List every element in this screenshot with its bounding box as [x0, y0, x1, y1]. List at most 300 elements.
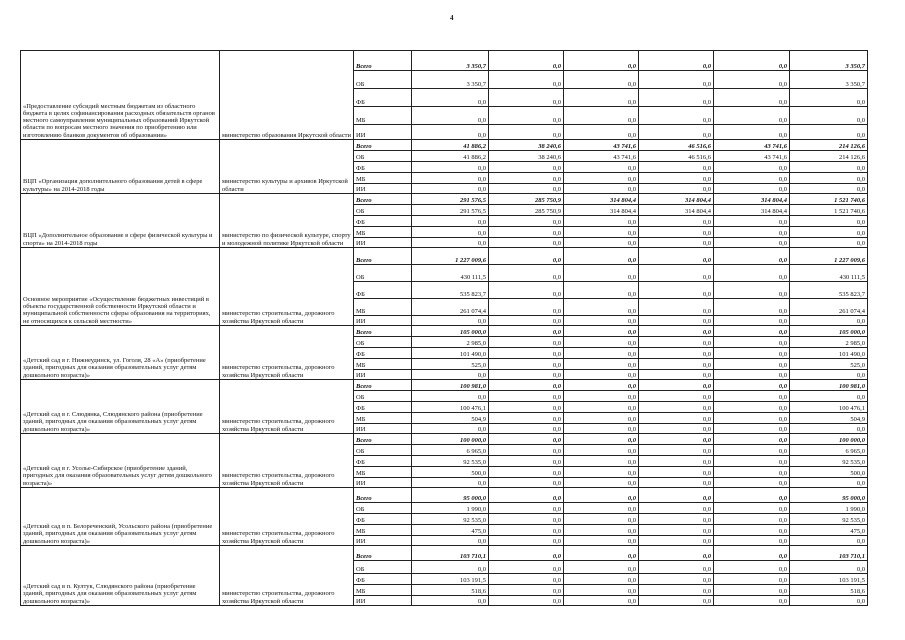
funding-source-cell: Всего [354, 248, 412, 265]
year-amount-cell: 0,0 [564, 596, 639, 606]
year-amount-cell: 0,0 [489, 391, 564, 402]
year-amount-cell: 0,0 [564, 162, 639, 173]
total-amount-cell: 214 126,6 [790, 140, 868, 151]
funding-source-cell: ФБ [354, 514, 412, 525]
table-row [21, 380, 868, 391]
year-amount-cell: 0,0 [412, 89, 489, 107]
year-amount-cell: 0,0 [639, 546, 714, 561]
year-amount-cell: 0,0 [639, 216, 714, 227]
funding-source-cell: ФБ [354, 89, 412, 107]
year-amount-cell: 0,0 [639, 574, 714, 585]
funding-source-cell: ОБ [354, 445, 412, 456]
year-amount-cell: 0,0 [639, 125, 714, 140]
year-amount-cell: 0,0 [639, 248, 714, 265]
year-amount-cell: 0,0 [639, 434, 714, 445]
funding-source-cell: ОБ [354, 151, 412, 162]
year-amount-cell: 0,0 [639, 456, 714, 467]
total-amount-cell: 0,0 [790, 89, 868, 107]
total-amount-cell: 92 535,0 [790, 456, 868, 467]
year-amount-cell: 0,0 [639, 184, 714, 194]
year-amount-cell: 0,0 [639, 173, 714, 184]
year-amount-cell: 0,0 [714, 299, 790, 316]
year-amount-cell: 314 804,4 [564, 194, 639, 205]
table-row [21, 248, 868, 265]
table-row [21, 488, 868, 503]
year-amount-cell: 0,0 [714, 359, 790, 370]
year-amount-cell: 0,0 [639, 561, 714, 574]
year-amount-cell: 0,0 [564, 173, 639, 184]
year-amount-cell: 0,0 [639, 585, 714, 596]
year-amount-cell: 0,0 [489, 536, 564, 546]
funding-source-cell: ИИ [354, 316, 412, 326]
year-amount-cell: 0,0 [489, 488, 564, 503]
year-amount-cell: 43 741,6 [714, 151, 790, 162]
year-amount-cell: 0,0 [489, 265, 564, 282]
year-amount-cell: 0,0 [489, 514, 564, 525]
year-amount-cell: 0,0 [489, 380, 564, 391]
executor-cell: министерство строительства, дорожного хозяйства Иркутской области [220, 434, 354, 488]
year-amount-cell: 0,0 [714, 561, 790, 574]
year-amount-cell: 103 710,1 [412, 546, 489, 561]
year-amount-cell: 0,0 [564, 348, 639, 359]
year-amount-cell: 0,0 [639, 326, 714, 337]
funding-source-cell: ОБ [354, 71, 412, 89]
year-amount-cell: 0,0 [564, 445, 639, 456]
table-row [21, 326, 868, 337]
year-amount-cell: 0,0 [714, 514, 790, 525]
year-amount-cell: 291 576,5 [412, 194, 489, 205]
year-amount-cell: 314 804,4 [714, 205, 790, 216]
year-amount-cell: 0,0 [564, 326, 639, 337]
funding-source-cell: МБ [354, 173, 412, 184]
total-amount-cell: 0,0 [790, 173, 868, 184]
year-amount-cell: 0,0 [564, 216, 639, 227]
year-amount-cell: 0,0 [564, 125, 639, 140]
total-amount-cell: 475,0 [790, 525, 868, 536]
year-amount-cell: 0,0 [412, 162, 489, 173]
total-amount-cell: 535 823,7 [790, 282, 868, 299]
year-amount-cell: 1 227 009,6 [412, 248, 489, 265]
total-amount-cell: 214 126,6 [790, 151, 868, 162]
executor-cell: министерство культуры и архивов Иркутской области [220, 140, 354, 194]
year-amount-cell: 3 350,7 [412, 51, 489, 71]
year-amount-cell: 0,0 [564, 265, 639, 282]
year-amount-cell: 0,0 [564, 380, 639, 391]
year-amount-cell: 504,9 [412, 413, 489, 424]
funding-source-cell: МБ [354, 359, 412, 370]
year-amount-cell: 0,0 [714, 51, 790, 71]
year-amount-cell: 0,0 [412, 125, 489, 140]
year-amount-cell: 3 350,7 [412, 71, 489, 89]
year-amount-cell: 0,0 [564, 359, 639, 370]
year-amount-cell: 0,0 [489, 227, 564, 238]
year-amount-cell: 0,0 [489, 125, 564, 140]
year-amount-cell: 0,0 [412, 316, 489, 326]
total-amount-cell: 0,0 [790, 536, 868, 546]
year-amount-cell: 0,0 [412, 536, 489, 546]
total-amount-cell: 1 990,0 [790, 503, 868, 514]
total-amount-cell: 100 476,1 [790, 402, 868, 413]
funding-source-cell: ИИ [354, 536, 412, 546]
year-amount-cell: 0,0 [639, 265, 714, 282]
year-amount-cell: 46 516,6 [639, 140, 714, 151]
total-amount-cell: 0,0 [790, 424, 868, 434]
year-amount-cell: 0,0 [489, 216, 564, 227]
year-amount-cell: 0,0 [564, 434, 639, 445]
year-amount-cell: 314 804,4 [564, 205, 639, 216]
year-amount-cell: 0,0 [714, 488, 790, 503]
activity-name-cell: ВЦП «Дополнительное образование в сфере физической культуры и спорта» на 2014-2018 годы [21, 194, 220, 248]
year-amount-cell: 0,0 [489, 574, 564, 585]
year-amount-cell: 0,0 [639, 503, 714, 514]
year-amount-cell: 0,0 [714, 316, 790, 326]
funding-source-cell: ИИ [354, 238, 412, 248]
funding-source-cell: ИИ [354, 478, 412, 488]
total-amount-cell: 100 000,0 [790, 434, 868, 445]
year-amount-cell: 0,0 [639, 370, 714, 380]
year-amount-cell: 0,0 [639, 107, 714, 125]
year-amount-cell: 0,0 [564, 574, 639, 585]
year-amount-cell: 0,0 [489, 434, 564, 445]
total-amount-cell: 1 521 740,6 [790, 194, 868, 205]
year-amount-cell: 0,0 [639, 337, 714, 348]
total-amount-cell: 3 350,7 [790, 51, 868, 71]
year-amount-cell: 0,0 [564, 503, 639, 514]
year-amount-cell: 0,0 [489, 503, 564, 514]
year-amount-cell: 0,0 [489, 456, 564, 467]
year-amount-cell: 0,0 [489, 282, 564, 299]
total-amount-cell: 101 490,0 [790, 348, 868, 359]
funding-source-cell: ФБ [354, 348, 412, 359]
activity-name-cell: «Детский сад в г. Слюдянка, Слюдянского района (приобретение зданий, пригодных для оказания образовательных услуг детям дошкольного возраста)» [21, 380, 220, 434]
year-amount-cell: 0,0 [639, 445, 714, 456]
year-amount-cell: 0,0 [714, 173, 790, 184]
executor-cell: министерство строительства, дорожного хозяйства Иркутской области [220, 380, 354, 434]
funding-source-cell: Всего [354, 546, 412, 561]
year-amount-cell: 0,0 [714, 348, 790, 359]
year-amount-cell: 0,0 [564, 51, 639, 71]
total-amount-cell: 0,0 [790, 238, 868, 248]
year-amount-cell: 0,0 [489, 561, 564, 574]
year-amount-cell: 0,0 [489, 248, 564, 265]
year-amount-cell: 0,0 [639, 536, 714, 546]
funding-source-cell: МБ [354, 413, 412, 424]
year-amount-cell: 0,0 [564, 337, 639, 348]
year-amount-cell: 0,0 [714, 125, 790, 140]
year-amount-cell: 0,0 [412, 184, 489, 194]
year-amount-cell: 0,0 [489, 413, 564, 424]
year-amount-cell: 0,0 [564, 514, 639, 525]
year-amount-cell: 0,0 [714, 445, 790, 456]
year-amount-cell: 0,0 [639, 359, 714, 370]
funding-source-cell: Всего [354, 140, 412, 151]
year-amount-cell: 0,0 [412, 216, 489, 227]
funding-source-cell: ИИ [354, 370, 412, 380]
funding-source-cell: Всего [354, 51, 412, 71]
year-amount-cell: 0,0 [564, 391, 639, 402]
funding-source-cell: МБ [354, 299, 412, 316]
total-amount-cell: 0,0 [790, 125, 868, 140]
year-amount-cell: 0,0 [489, 596, 564, 606]
funding-source-cell: МБ [354, 585, 412, 596]
year-amount-cell: 0,0 [714, 413, 790, 424]
year-amount-cell: 41 886,2 [412, 140, 489, 151]
total-amount-cell: 504,9 [790, 413, 868, 424]
year-amount-cell: 0,0 [564, 478, 639, 488]
activity-name-cell: ВЦП «Организация дополнительного образования детей в сфере культуры» на 2014-2018 годы [21, 140, 220, 194]
year-amount-cell: 0,0 [639, 89, 714, 107]
year-amount-cell: 0,0 [489, 585, 564, 596]
funding-source-cell: МБ [354, 107, 412, 125]
year-amount-cell: 0,0 [564, 413, 639, 424]
executor-cell: министерство строительства, дорожного хозяйства Иркутской области [220, 326, 354, 380]
year-amount-cell: 0,0 [714, 265, 790, 282]
total-amount-cell: 261 074,4 [790, 299, 868, 316]
year-amount-cell: 0,0 [564, 89, 639, 107]
year-amount-cell: 0,0 [639, 299, 714, 316]
table-row [21, 434, 868, 445]
year-amount-cell: 46 516,6 [639, 151, 714, 162]
year-amount-cell: 0,0 [639, 402, 714, 413]
funding-source-cell: ФБ [354, 282, 412, 299]
year-amount-cell: 0,0 [714, 380, 790, 391]
year-amount-cell: 261 074,4 [412, 299, 489, 316]
year-amount-cell: 0,0 [412, 596, 489, 606]
year-amount-cell: 0,0 [714, 478, 790, 488]
year-amount-cell: 0,0 [489, 546, 564, 561]
total-amount-cell: 100 981,0 [790, 380, 868, 391]
total-amount-cell: 0,0 [790, 216, 868, 227]
activity-name-cell: «Детский сад в п. Култук, Слюдянского района (приобретение зданий, пригодных для оказания образовательных услуг детям дошкольного возраста)» [21, 546, 220, 606]
executor-cell: министерство образования Иркутской области [220, 51, 354, 140]
year-amount-cell: 0,0 [714, 326, 790, 337]
funding-source-cell: ИИ [354, 125, 412, 140]
year-amount-cell: 0,0 [564, 424, 639, 434]
year-amount-cell: 0,0 [489, 89, 564, 107]
table-row [21, 194, 868, 205]
year-amount-cell: 0,0 [714, 424, 790, 434]
year-amount-cell: 0,0 [714, 434, 790, 445]
year-amount-cell: 0,0 [412, 561, 489, 574]
year-amount-cell: 0,0 [639, 238, 714, 248]
year-amount-cell: 430 111,5 [412, 265, 489, 282]
year-amount-cell: 0,0 [564, 107, 639, 125]
year-amount-cell: 0,0 [714, 370, 790, 380]
year-amount-cell: 0,0 [714, 402, 790, 413]
table-body [21, 51, 868, 606]
total-amount-cell: 0,0 [790, 596, 868, 606]
year-amount-cell: 0,0 [714, 525, 790, 536]
total-amount-cell: 0,0 [790, 478, 868, 488]
year-amount-cell: 0,0 [489, 299, 564, 316]
year-amount-cell: 0,0 [639, 467, 714, 478]
year-amount-cell: 500,0 [412, 467, 489, 478]
year-amount-cell: 0,0 [714, 391, 790, 402]
funding-source-cell: ОБ [354, 265, 412, 282]
year-amount-cell: 0,0 [489, 424, 564, 434]
year-amount-cell: 0,0 [564, 488, 639, 503]
total-amount-cell: 500,0 [790, 467, 868, 478]
year-amount-cell: 0,0 [564, 402, 639, 413]
total-amount-cell: 0,0 [790, 107, 868, 125]
year-amount-cell: 314 804,4 [639, 194, 714, 205]
funding-source-cell: ФБ [354, 402, 412, 413]
year-amount-cell: 0,0 [564, 184, 639, 194]
funding-source-cell: Всего [354, 326, 412, 337]
year-amount-cell: 0,0 [639, 514, 714, 525]
funding-source-cell: Всего [354, 194, 412, 205]
activity-name-cell: «Детский сад в п. Белореченский, Усольского района (приобретение зданий, пригодных для оказания образовательных услуг детям дошкольного возраста)» [21, 488, 220, 546]
year-amount-cell: 105 000,0 [412, 326, 489, 337]
year-amount-cell: 475,0 [412, 525, 489, 536]
year-amount-cell: 0,0 [564, 561, 639, 574]
year-amount-cell: 0,0 [639, 71, 714, 89]
year-amount-cell: 0,0 [412, 173, 489, 184]
funding-source-cell: Всего [354, 434, 412, 445]
year-amount-cell: 0,0 [489, 316, 564, 326]
year-amount-cell: 2 985,0 [412, 337, 489, 348]
funding-source-cell: Всего [354, 488, 412, 503]
year-amount-cell: 0,0 [489, 107, 564, 125]
total-amount-cell: 518,6 [790, 585, 868, 596]
year-amount-cell: 0,0 [639, 488, 714, 503]
year-amount-cell: 0,0 [714, 238, 790, 248]
funding-source-cell: МБ [354, 227, 412, 238]
funding-source-cell: МБ [354, 525, 412, 536]
total-amount-cell: 1 521 740,6 [790, 205, 868, 216]
activity-name-cell: «Предоставление субсидий местным бюджетам из областного бюджета в целях софинансирования расходных обязательств органов местного самоуправления муниципальных образований Иркутской области по вопросам местного значения по приобретению или изготовлению бланков документов об образовании» [21, 51, 220, 140]
total-amount-cell: 95 000,0 [790, 488, 868, 503]
year-amount-cell: 0,0 [714, 596, 790, 606]
table-row [21, 546, 868, 561]
year-amount-cell: 0,0 [639, 51, 714, 71]
year-amount-cell: 0,0 [714, 89, 790, 107]
year-amount-cell: 0,0 [564, 370, 639, 380]
year-amount-cell: 0,0 [489, 402, 564, 413]
year-amount-cell: 0,0 [412, 478, 489, 488]
page-number: 4 [450, 14, 454, 22]
year-amount-cell: 0,0 [714, 248, 790, 265]
funding-source-cell: ОБ [354, 503, 412, 514]
year-amount-cell: 0,0 [714, 107, 790, 125]
year-amount-cell: 100 981,0 [412, 380, 489, 391]
funding-source-cell: ИИ [354, 596, 412, 606]
year-amount-cell: 0,0 [714, 467, 790, 478]
year-amount-cell: 0,0 [714, 216, 790, 227]
funding-source-cell: ФБ [354, 574, 412, 585]
year-amount-cell: 0,0 [564, 282, 639, 299]
year-amount-cell: 0,0 [489, 326, 564, 337]
year-amount-cell: 0,0 [639, 525, 714, 536]
year-amount-cell: 0,0 [639, 391, 714, 402]
year-amount-cell: 0,0 [489, 359, 564, 370]
year-amount-cell: 0,0 [714, 184, 790, 194]
year-amount-cell: 0,0 [639, 162, 714, 173]
total-amount-cell: 0,0 [790, 391, 868, 402]
year-amount-cell: 103 191,5 [412, 574, 489, 585]
year-amount-cell: 0,0 [489, 184, 564, 194]
year-amount-cell: 0,0 [639, 316, 714, 326]
funding-source-cell: МБ [354, 467, 412, 478]
year-amount-cell: 0,0 [714, 536, 790, 546]
funding-source-cell: ОБ [354, 561, 412, 574]
total-amount-cell: 105 000,0 [790, 326, 868, 337]
year-amount-cell: 285 750,9 [489, 194, 564, 205]
total-amount-cell: 103 710,1 [790, 546, 868, 561]
total-amount-cell: 525,0 [790, 359, 868, 370]
year-amount-cell: 43 741,6 [714, 140, 790, 151]
year-amount-cell: 0,0 [412, 391, 489, 402]
year-amount-cell: 0,0 [639, 380, 714, 391]
activity-name-cell: «Детский сад в г. Усолье-Сибирское (приобретение зданий, пригодных для оказания образовательных услуг детям дошкольного возраста)» [21, 434, 220, 488]
year-amount-cell: 285 750,9 [489, 205, 564, 216]
funding-source-cell: ИИ [354, 184, 412, 194]
activity-name-cell: Основное мероприятие «Осуществление бюджетных инвестиций в объекты государственной собственности Иркутской области и муниципальной собственности сферы образования на территориях, не относящихся к сельской местности» [21, 248, 220, 326]
funding-source-cell: ФБ [354, 216, 412, 227]
total-amount-cell: 0,0 [790, 184, 868, 194]
funding-source-cell: ОБ [354, 337, 412, 348]
table-row [21, 51, 868, 71]
year-amount-cell: 0,0 [489, 162, 564, 173]
year-amount-cell: 291 576,5 [412, 205, 489, 216]
year-amount-cell: 43 741,6 [564, 151, 639, 162]
year-amount-cell: 0,0 [564, 299, 639, 316]
total-amount-cell: 2 985,0 [790, 337, 868, 348]
year-amount-cell: 6 965,0 [412, 445, 489, 456]
year-amount-cell: 0,0 [489, 445, 564, 456]
total-amount-cell: 0,0 [790, 316, 868, 326]
year-amount-cell: 0,0 [412, 227, 489, 238]
year-amount-cell: 535 823,7 [412, 282, 489, 299]
total-amount-cell: 430 111,5 [790, 265, 868, 282]
year-amount-cell: 0,0 [714, 162, 790, 173]
year-amount-cell: 0,0 [412, 370, 489, 380]
year-amount-cell: 0,0 [714, 546, 790, 561]
year-amount-cell: 0,0 [412, 424, 489, 434]
year-amount-cell: 95 000,0 [412, 488, 489, 503]
year-amount-cell: 0,0 [564, 525, 639, 536]
year-amount-cell: 0,0 [489, 238, 564, 248]
year-amount-cell: 314 804,4 [714, 194, 790, 205]
year-amount-cell: 1 990,0 [412, 503, 489, 514]
year-amount-cell: 0,0 [714, 227, 790, 238]
funding-source-cell: ИИ [354, 424, 412, 434]
year-amount-cell: 0,0 [639, 282, 714, 299]
funding-source-cell: ФБ [354, 162, 412, 173]
year-amount-cell: 100 000,0 [412, 434, 489, 445]
year-amount-cell: 38 240,6 [489, 151, 564, 162]
year-amount-cell: 518,6 [412, 585, 489, 596]
year-amount-cell: 0,0 [489, 173, 564, 184]
activity-name-cell: «Детский сад в г. Нижнеудинск, ул. Гоголя, 28 «А» (приобретение зданий, пригодных для оказания образовательных услуг детям дошкольного возраста)» [21, 326, 220, 380]
year-amount-cell: 0,0 [489, 51, 564, 71]
year-amount-cell: 0,0 [714, 574, 790, 585]
financing-table [20, 50, 868, 606]
year-amount-cell: 0,0 [564, 238, 639, 248]
year-amount-cell: 0,0 [714, 503, 790, 514]
funding-source-cell: ОБ [354, 205, 412, 216]
year-amount-cell: 0,0 [564, 248, 639, 265]
total-amount-cell: 0,0 [790, 227, 868, 238]
year-amount-cell: 0,0 [564, 71, 639, 89]
total-amount-cell: 103 191,5 [790, 574, 868, 585]
funding-source-cell: Всего [354, 380, 412, 391]
year-amount-cell: 0,0 [489, 478, 564, 488]
year-amount-cell: 314 804,4 [639, 205, 714, 216]
executor-cell: министерство строительства, дорожного хозяйства Иркутской области [220, 546, 354, 606]
year-amount-cell: 92 535,0 [412, 456, 489, 467]
total-amount-cell: 0,0 [790, 561, 868, 574]
